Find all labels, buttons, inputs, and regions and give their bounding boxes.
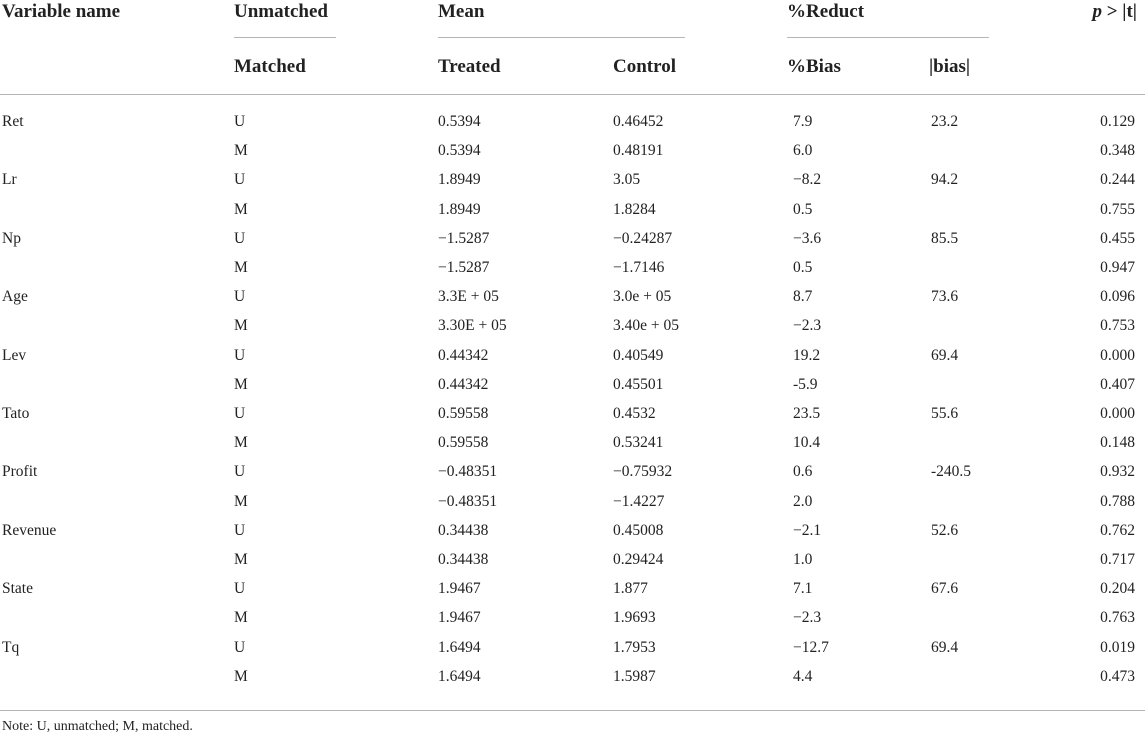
cell-treated: 0.34438 <box>438 551 489 568</box>
cell-p-value: 0.000 <box>1100 405 1135 422</box>
cell-p-value: 0.788 <box>1100 492 1135 510</box>
cell-pct-bias: −2.3 <box>793 609 822 627</box>
cell-variable: Np <box>2 229 21 247</box>
cell-control: 1.8284 <box>613 200 656 218</box>
header-p-value <box>1092 1 1137 23</box>
cell-control: −1.7146 <box>613 259 665 276</box>
table-row <box>0 633 1145 662</box>
table-row <box>0 282 1145 311</box>
table-row <box>0 311 1145 340</box>
cell-pct-bias: −2.1 <box>793 521 822 539</box>
cell-treated: 1.9467 <box>438 609 481 627</box>
cell-control: 3.40e + 05 <box>613 317 679 335</box>
cell-control: 0.4532 <box>613 405 656 422</box>
table-row <box>0 370 1145 399</box>
cell-control: 0.45501 <box>613 375 664 393</box>
header-mean: Mean <box>438 1 485 22</box>
cell-p-value: 0.407 <box>1100 375 1135 393</box>
cell-pct-bias: 2.0 <box>793 492 813 510</box>
cell-unmatched-matched: U <box>234 171 246 189</box>
cell-variable: Lr <box>2 171 17 189</box>
cell-p-value: 0.348 <box>1100 142 1135 160</box>
cell-unmatched-matched: M <box>234 551 248 568</box>
cell-treated: 3.30E + 05 <box>438 317 507 335</box>
table-row <box>0 603 1145 632</box>
table-row <box>0 341 1145 370</box>
header-p-rest: > |t| <box>1101 1 1137 22</box>
cell-abs-bias: 23.2 <box>931 113 959 130</box>
table-row <box>0 545 1145 574</box>
cell-control: 0.45008 <box>613 521 664 539</box>
cell-variable: Profit <box>2 463 38 481</box>
cell-unmatched-matched: M <box>234 375 248 393</box>
cell-treated: 1.6494 <box>438 667 481 685</box>
cell-p-value: 0.947 <box>1100 259 1135 276</box>
cell-variable: Lev <box>2 346 27 364</box>
cell-unmatched-matched: M <box>234 317 248 335</box>
cell-pct-bias: −2.3 <box>793 317 822 335</box>
rule-unmatched <box>234 37 336 38</box>
cell-treated: 1.9467 <box>438 580 481 598</box>
cell-pct-bias: 19.2 <box>793 346 821 364</box>
cell-treated: 1.6494 <box>438 638 481 656</box>
cell-pct-bias: 0.5 <box>793 200 813 218</box>
cell-control: 0.53241 <box>613 434 664 452</box>
header-treated: Treated <box>438 56 501 77</box>
cell-treated: 1.8949 <box>438 171 481 189</box>
cell-p-value: 0.755 <box>1100 200 1135 218</box>
cell-abs-bias: 69.4 <box>931 638 959 656</box>
cell-p-value: 0.753 <box>1100 317 1135 335</box>
cell-p-value: 0.019 <box>1100 638 1135 656</box>
cell-control: 1.877 <box>613 580 648 598</box>
cell-pct-bias: −8.2 <box>793 171 822 189</box>
cell-pct-bias: 0.5 <box>793 259 813 276</box>
cell-treated: 0.44342 <box>438 346 489 364</box>
cell-abs-bias: 55.6 <box>931 405 959 422</box>
cell-unmatched-matched: U <box>234 229 246 247</box>
cell-treated: −1.5287 <box>438 229 490 247</box>
cell-pct-bias: 7.1 <box>793 580 813 598</box>
cell-control: 0.46452 <box>613 113 664 130</box>
cell-unmatched-matched: U <box>234 346 246 364</box>
cell-pct-bias: 10.4 <box>793 434 821 452</box>
cell-treated: 0.59558 <box>438 405 489 422</box>
cell-treated: 0.44342 <box>438 375 489 393</box>
table-row <box>0 662 1145 691</box>
cell-treated: −0.48351 <box>438 492 498 510</box>
cell-unmatched-matched: M <box>234 259 248 276</box>
cell-unmatched-matched: U <box>234 113 246 130</box>
cell-p-value: 0.096 <box>1100 288 1135 306</box>
rule-header-bottom <box>0 94 1145 95</box>
table-row <box>0 136 1145 165</box>
table-row <box>0 399 1145 428</box>
cell-treated: 0.59558 <box>438 434 489 452</box>
cell-p-value: 0.932 <box>1100 463 1135 481</box>
cell-unmatched-matched: M <box>234 609 248 627</box>
table-note: Note: U, unmatched; M, matched. <box>2 719 193 734</box>
cell-control: 3.0e + 05 <box>613 288 672 306</box>
cell-unmatched-matched: U <box>234 580 246 598</box>
rule-mean <box>438 37 685 38</box>
table-row <box>0 516 1145 545</box>
cell-unmatched-matched: U <box>234 463 246 481</box>
header-p-letter: p <box>1092 1 1102 22</box>
cell-pct-bias: 8.7 <box>793 288 813 306</box>
cell-unmatched-matched: U <box>234 638 246 656</box>
cell-p-value: 0.473 <box>1100 667 1135 685</box>
header-control: Control <box>613 56 676 77</box>
cell-p-value: 0.204 <box>1100 580 1135 598</box>
cell-variable: Age <box>2 288 28 306</box>
header-pct-bias: %Bias <box>787 56 841 77</box>
cell-p-value: 0.455 <box>1100 229 1135 247</box>
cell-control: 1.7953 <box>613 638 656 656</box>
table-row <box>0 224 1145 253</box>
table-row <box>0 253 1145 282</box>
cell-pct-bias: -5.9 <box>793 375 818 393</box>
cell-pct-bias: 23.5 <box>793 405 821 422</box>
cell-treated: 1.8949 <box>438 200 481 218</box>
cell-abs-bias: 69.4 <box>931 346 959 364</box>
cell-pct-bias: 0.6 <box>793 463 813 481</box>
cell-control: −0.75932 <box>613 463 673 481</box>
header-reduct: %Reduct <box>787 1 865 22</box>
rule-table-bottom <box>0 710 1145 711</box>
table-row <box>0 487 1145 516</box>
cell-treated: 0.5394 <box>438 113 481 130</box>
cell-abs-bias: 67.6 <box>931 580 959 598</box>
table-row <box>0 195 1145 224</box>
cell-pct-bias: 7.9 <box>793 113 813 130</box>
cell-unmatched-matched: M <box>234 492 248 510</box>
cell-control: 0.40549 <box>613 346 664 364</box>
cell-p-value: 0.129 <box>1100 113 1135 130</box>
cell-abs-bias: 52.6 <box>931 521 959 539</box>
table-row <box>0 428 1145 457</box>
cell-variable: Revenue <box>2 521 57 539</box>
cell-unmatched-matched: U <box>234 521 246 539</box>
cell-pct-bias: 1.0 <box>793 551 813 568</box>
cell-unmatched-matched: M <box>234 434 248 452</box>
cell-control: 1.5987 <box>613 667 656 685</box>
cell-pct-bias: 4.4 <box>793 667 813 685</box>
cell-abs-bias: -240.5 <box>931 463 972 481</box>
cell-treated: 3.3E + 05 <box>438 288 499 306</box>
cell-p-value: 0.762 <box>1100 521 1135 539</box>
cell-p-value: 0.148 <box>1100 434 1135 452</box>
cell-unmatched-matched: M <box>234 142 248 160</box>
header-matched: Matched <box>234 56 306 77</box>
cell-control: 0.29424 <box>613 551 664 568</box>
rule-reduct <box>787 37 989 38</box>
cell-control: −1.4227 <box>613 492 665 510</box>
cell-abs-bias: 85.5 <box>931 229 959 247</box>
cell-control: −0.24287 <box>613 229 673 247</box>
table-row <box>0 165 1145 194</box>
cell-abs-bias: 73.6 <box>931 288 959 306</box>
header-variable-name: Variable name <box>2 1 121 22</box>
cell-control: 1.9693 <box>613 609 656 627</box>
cell-p-value: 0.244 <box>1100 171 1135 189</box>
cell-control: 0.48191 <box>613 142 664 160</box>
table-row <box>0 107 1145 136</box>
cell-control: 3.05 <box>613 171 641 189</box>
header-abs-bias: |bias| <box>929 56 971 77</box>
table-row <box>0 574 1145 603</box>
cell-treated: −0.48351 <box>438 463 498 481</box>
cell-variable: Tato <box>2 405 30 422</box>
cell-abs-bias: 94.2 <box>931 171 959 189</box>
table-row <box>0 457 1145 486</box>
header-unmatched: Unmatched <box>234 1 328 22</box>
cell-pct-bias: −3.6 <box>793 229 822 247</box>
cell-treated: 0.34438 <box>438 521 489 539</box>
cell-unmatched-matched: U <box>234 405 246 422</box>
cell-p-value: 0.000 <box>1100 346 1135 364</box>
cell-treated: 0.5394 <box>438 142 481 160</box>
cell-p-value: 0.763 <box>1100 609 1135 627</box>
cell-unmatched-matched: M <box>234 200 248 218</box>
cell-unmatched-matched: U <box>234 288 246 306</box>
cell-unmatched-matched: M <box>234 667 248 685</box>
cell-pct-bias: −12.7 <box>793 638 829 656</box>
cell-p-value: 0.717 <box>1100 551 1135 568</box>
cell-variable: State <box>2 580 33 598</box>
cell-variable: Ret <box>2 113 24 130</box>
cell-pct-bias: 6.0 <box>793 142 813 160</box>
cell-variable: Tq <box>2 638 20 656</box>
cell-treated: −1.5287 <box>438 259 490 276</box>
